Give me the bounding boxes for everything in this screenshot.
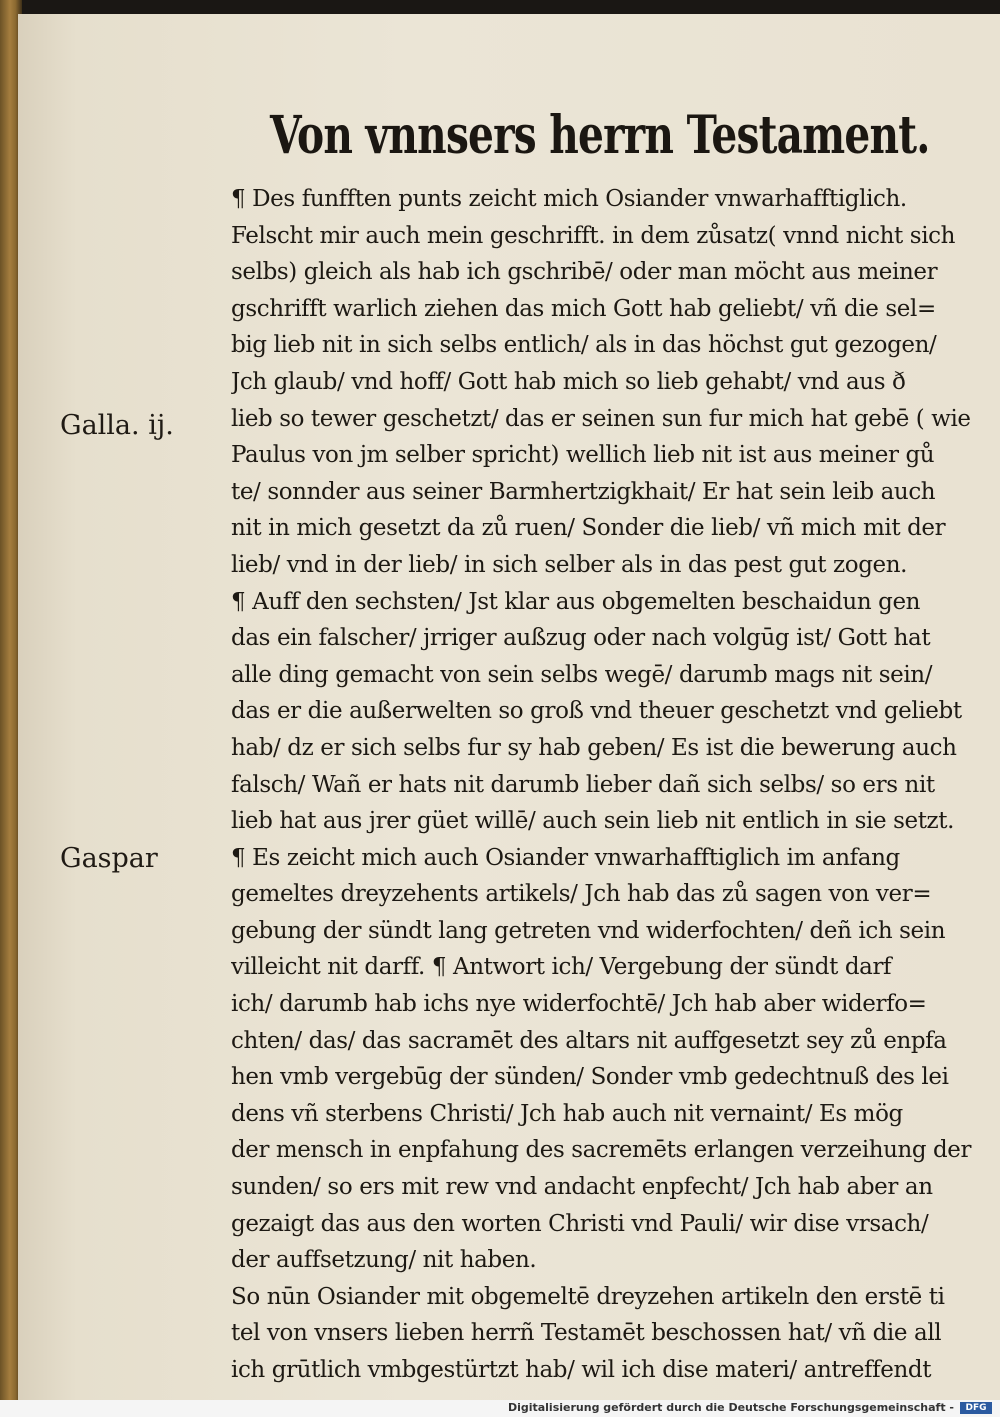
text-line: Paulus von jm selber spricht) wellich lieb nit ist aus meiner gů: [231, 442, 935, 469]
text-line: gebung der sündt lang getreten vnd widerfochten/ deñ ich sein: [231, 917, 946, 944]
text-line: ¶ Es zeicht mich auch Osiander vnwarhafftiglich im anfang: [231, 844, 900, 871]
margin-note-gaspar: Gaspar: [60, 843, 158, 874]
text-line: chten/ das/ das sacramēt des altars nit auffgesetzt sey zů enpfa: [231, 1027, 947, 1054]
text-line: dens vñ sterbens Christi/ Jch hab auch nit vernaint/ Es mög: [231, 1100, 903, 1127]
text-line: gschrifft warlich ziehen das mich Gott hab geliebt/ vñ die sel=: [231, 295, 936, 322]
funding-credit: Digitalisierung gefördert durch die Deutsche Forschungsgemeinschaft -: [507, 1401, 954, 1414]
text-line: lieb hat aus jrer güet willē/ auch sein lieb nit entlich in sie setzt.: [231, 808, 955, 835]
dfg-logo: DFG: [960, 1402, 992, 1414]
text-line: Felscht mir auch mein geschrifft. in dem zůsatz( vnnd nicht sich: [231, 222, 956, 249]
text-line: ¶ Auff den sechsten/ Jst klar aus obgemelten beschaidun gen: [231, 588, 921, 615]
text-line: das ein falscher/ jrriger außzug oder nach volgūg ist/ Gott hat: [231, 625, 931, 652]
text-line: So nūn Osiander mit obgemeltē dreyzehen artikeln den erstē ti: [231, 1283, 945, 1310]
text-line: gemeltes dreyzehents artikels/ Jch hab das zů sagen von ver=: [231, 881, 932, 908]
text-line: te/ sonnder aus seiner Barmhertzigkhait/ Er hat sein leib auch: [231, 478, 936, 505]
text-line: ich grūtlich vmbgestürtzt hab/ wil ich dise materi/ antreffendt: [231, 1357, 932, 1383]
text-line: big lieb nit in sich selbs entlich/ als in das höchst gut gezogen/: [231, 332, 937, 359]
text-line: Jch glaub/ vnd hoff/ Gott hab mich so lieb gehabt/ vnd aus ð: [231, 368, 906, 395]
text-line: falsch/ Wañ er hats nit darumb lieber dañ sich selbs/ so ers nit: [231, 771, 935, 798]
body-text: [231, 181, 971, 1389]
text-line: villeicht nit darff. ¶ Antwort ich/ Vergebung der sündt darf: [231, 954, 892, 981]
text-line: tel von vnsers lieben herrñ Testamēt beschossen hat/ vñ die all: [231, 1320, 942, 1347]
text-line: hab/ dz er sich selbs fur sy hab geben/ Es ist die bewerung auch: [231, 734, 957, 761]
margin-note-galla: Galla. ij.: [60, 410, 174, 441]
text-line: selbs) gleich als hab ich gschribē/ oder man möcht aus meiner: [231, 259, 938, 286]
text-line: gezaigt das aus den worten Christi vnd Pauli/ wir dise vrsach/: [231, 1210, 929, 1237]
footer-bar: [0, 1400, 1000, 1417]
running-head: Von vnnsers herrn Testament.: [270, 105, 930, 166]
text-line: lieb so tewer geschetzt/ das er seinen sun fur mich hat gebē ( wie: [231, 405, 971, 432]
text-line: nit in mich gesetzt da zů ruen/ Sonder die lieb/ vñ mich mit der: [231, 515, 946, 542]
text-line: sunden/ so ers mit rew vnd andacht enpfecht/ Jch hab aber an: [231, 1174, 933, 1201]
text-line: das er die außerwelten so groß vnd theuer geschetzt vnd geliebt: [231, 698, 962, 725]
text-line: lieb/ vnd in der lieb/ in sich selber als in das pest gut zogen.: [231, 551, 908, 578]
text-line: hen vmb vergebūg der sünden/ Sonder vmb gedechtnuß des lei: [231, 1064, 949, 1091]
text-line: ich/ darumb hab ichs nye widerfochtē/ Jch hab aber widerfo=: [231, 991, 927, 1018]
text-line: alle ding gemacht von sein selbs wegē/ darumb mags nit sein/: [231, 661, 933, 688]
text-line: der mensch in enpfahung des sacremēts erlangen verzeihung der: [231, 1137, 972, 1164]
text-line: ¶ Des funfften punts zeicht mich Osiander vnwarhafftiglich.: [231, 186, 907, 212]
text-line: der auffsetzung/ nit haben.: [231, 1247, 537, 1274]
